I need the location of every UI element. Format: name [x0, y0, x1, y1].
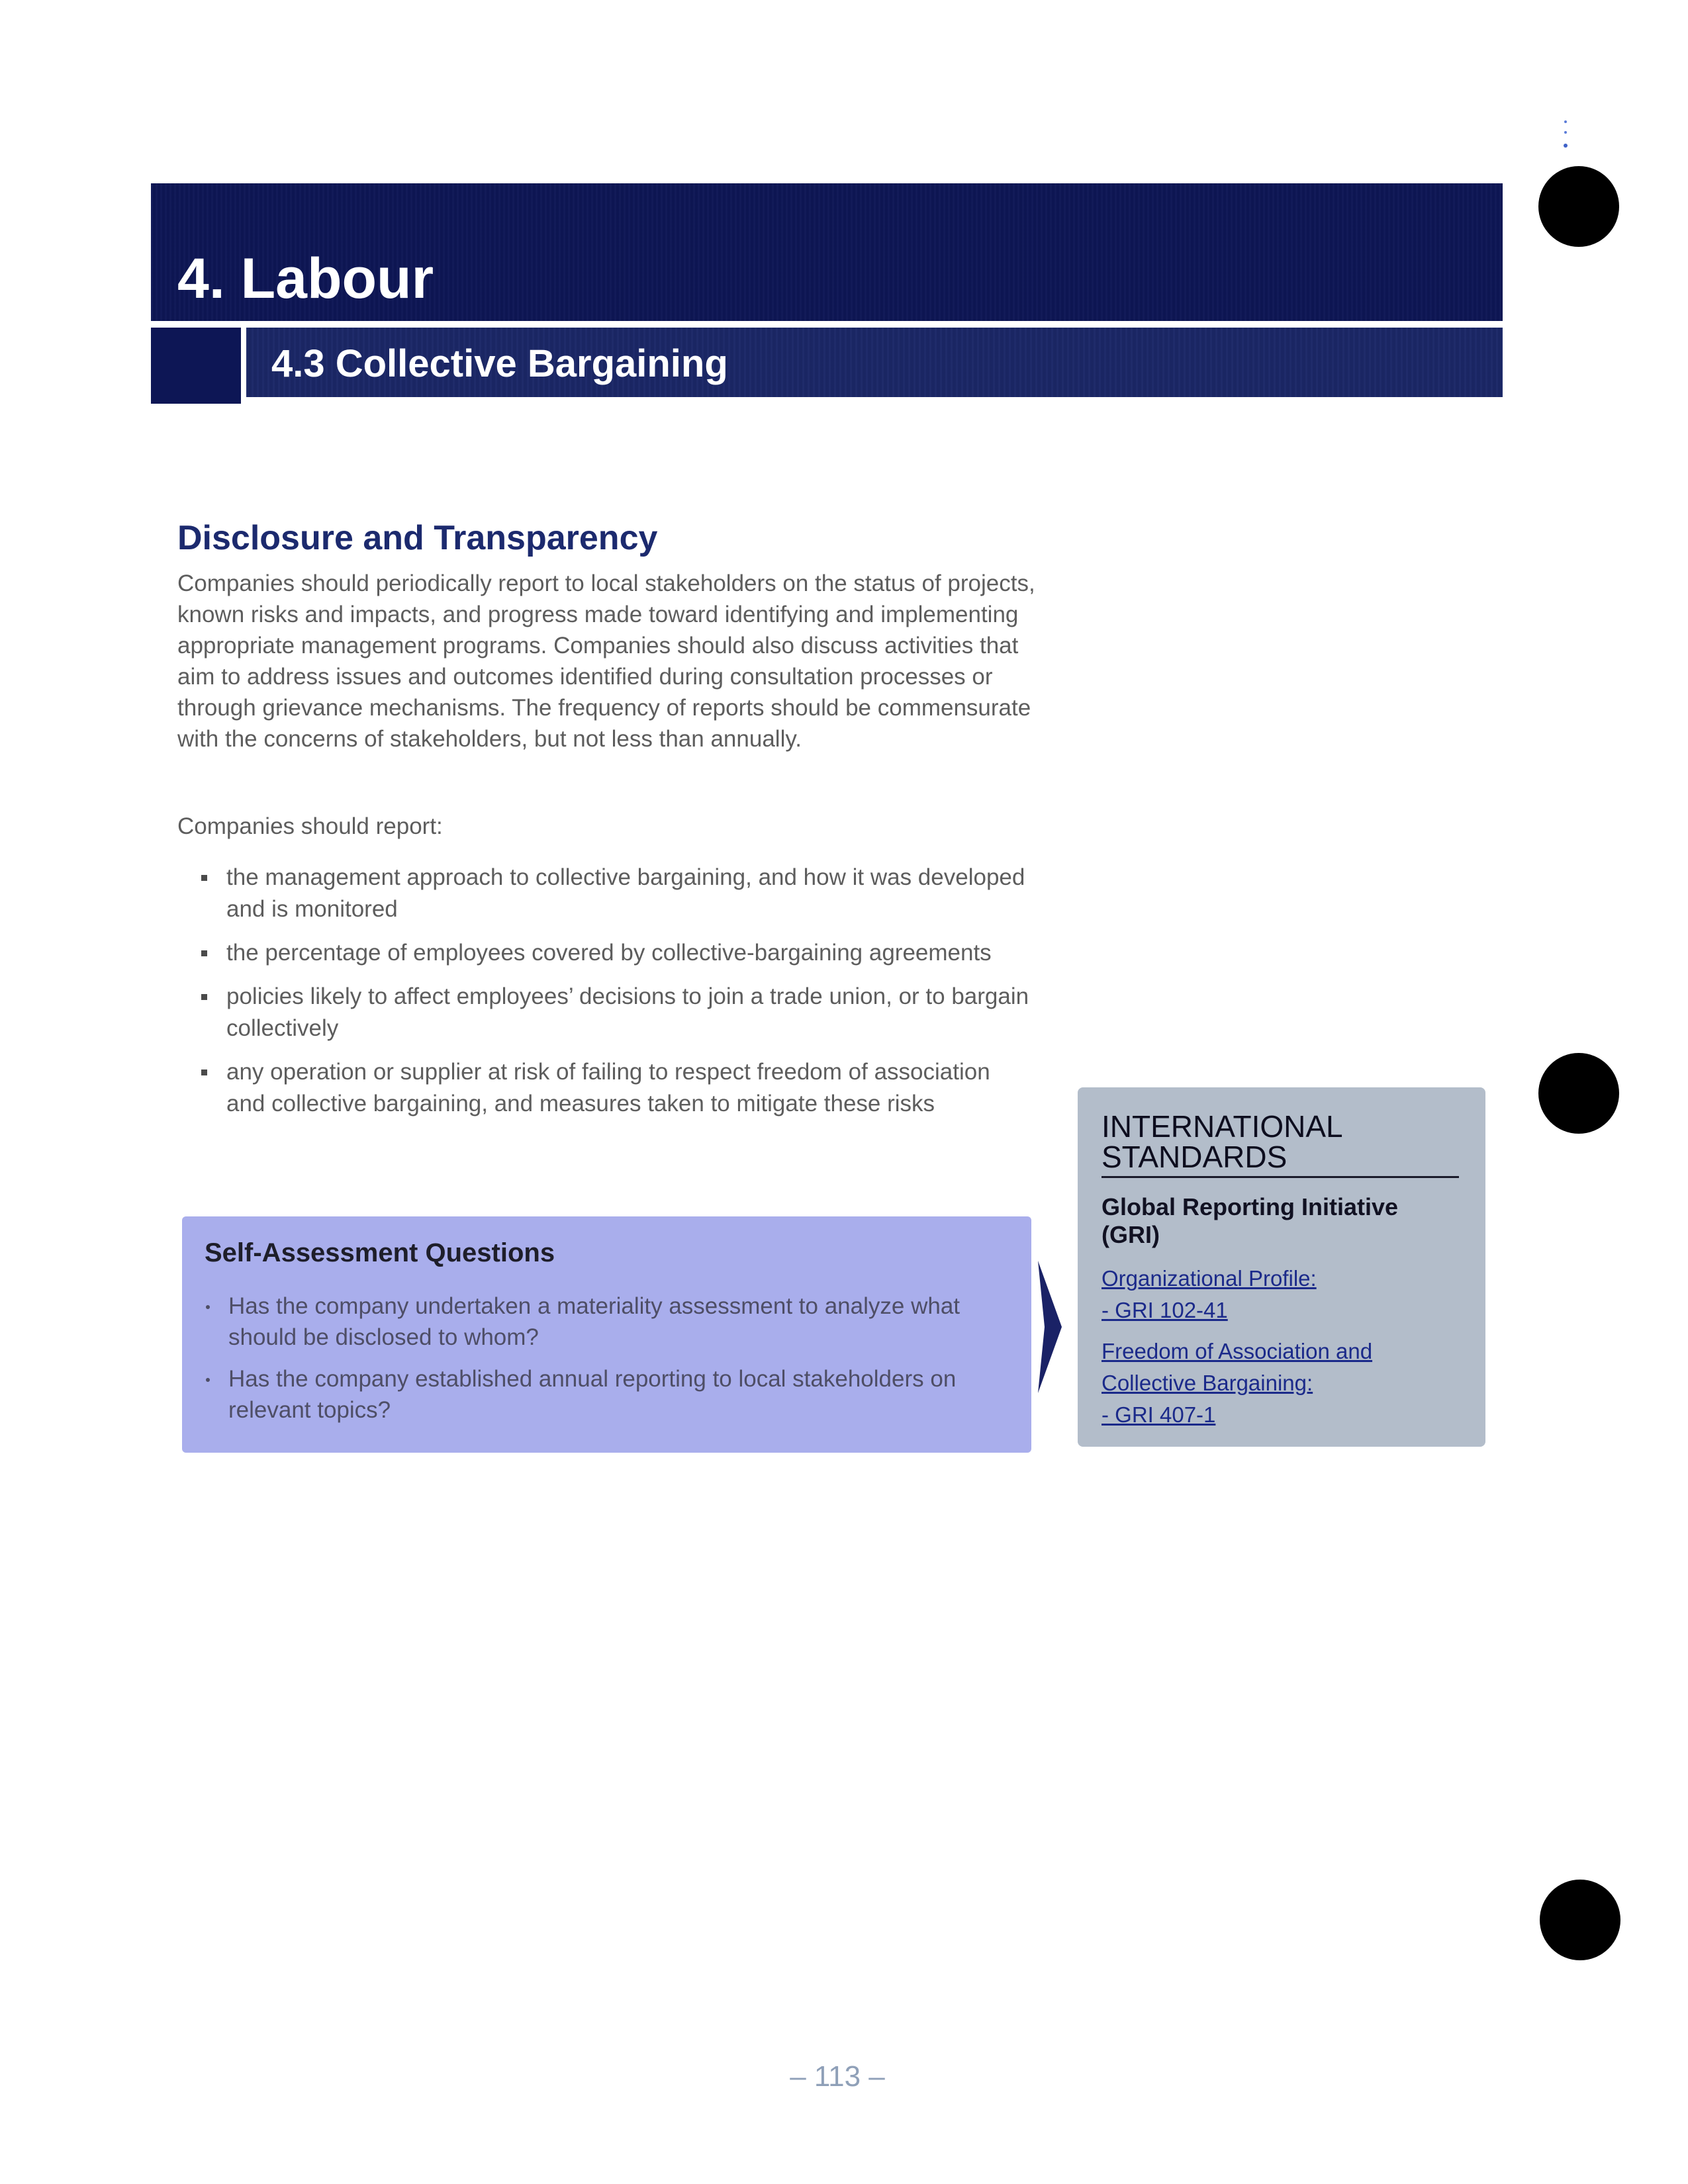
question-item: Has the company undertaken a materiality assessment to analyze what should be disclosed to whom? — [202, 1291, 1009, 1353]
punch-hole-middle — [1538, 1053, 1619, 1134]
bullet-item: the management approach to collective bargaining, and how it was developed and is monitored — [199, 862, 1033, 925]
section-banner-accent — [151, 328, 241, 404]
self-assessment-list — [202, 1291, 1009, 1436]
self-assessment-box — [182, 1216, 1031, 1453]
title-line-2: STANDARDS — [1102, 1140, 1288, 1174]
title-line-1: INTERNATIONAL — [1102, 1109, 1343, 1144]
chapter-title: 4. Labour — [177, 247, 434, 310]
scan-mark-icon — [1564, 119, 1568, 151]
section-title: 4.3 Collective Bargaining — [271, 342, 728, 385]
body-paragraph: Companies should periodically report to local stakeholders on the status of projects, known risks and impacts, and progress made toward identifying and implementing appropriate management programs. Companies should also discuss activities that aim to address issues and outcomes identified during consultation processes or through grievance mechanisms. The frequency of reports should be commensurate with the concerns of stakeholders, but not less than annually. — [177, 570, 1035, 752]
bullet-item: policies likely to affect employees’ decisions to join a trade union, or to bargain collectively — [199, 981, 1033, 1044]
international-standards-title — [1102, 1111, 1459, 1178]
link-gri-102-41[interactable]: - GRI 102-41 — [1102, 1298, 1228, 1322]
international-standards-box — [1078, 1087, 1485, 1447]
section-banner — [246, 328, 1503, 397]
bullet-item: any operation or supplier at risk of failing to respect freedom of association and collective bargaining, and measures taken to mitigate these risks — [199, 1056, 1033, 1120]
gri-heading: Global Reporting Initiative (GRI) — [1102, 1193, 1399, 1248]
section-heading: Disclosure and Transparency — [177, 519, 658, 557]
question-item: Has the company established annual reporting to local stakeholders on relevant topics? — [202, 1363, 1009, 1426]
link-organizational-profile[interactable]: Organizational Profile: — [1102, 1266, 1317, 1291]
link-freedom-of-association[interactable]: Freedom of Association and — [1102, 1339, 1373, 1363]
page-number: – 113 – — [790, 2060, 885, 2093]
punch-hole-top — [1538, 166, 1619, 247]
chapter-banner — [151, 183, 1503, 321]
arrow-right-icon — [1038, 1261, 1062, 1393]
link-gri-407-1[interactable]: - GRI 407-1 — [1102, 1402, 1216, 1427]
body-paragraph-intro: Companies should report: — [177, 813, 443, 839]
link-collective-bargaining[interactable]: Collective Bargaining: — [1102, 1371, 1313, 1395]
bullet-item: the percentage of employees covered by collective-bargaining agreements — [199, 937, 1033, 969]
punch-hole-bottom — [1540, 1880, 1620, 1960]
report-bullet-list — [199, 862, 1033, 1132]
self-assessment-title: Self-Assessment Questions — [205, 1238, 555, 1267]
